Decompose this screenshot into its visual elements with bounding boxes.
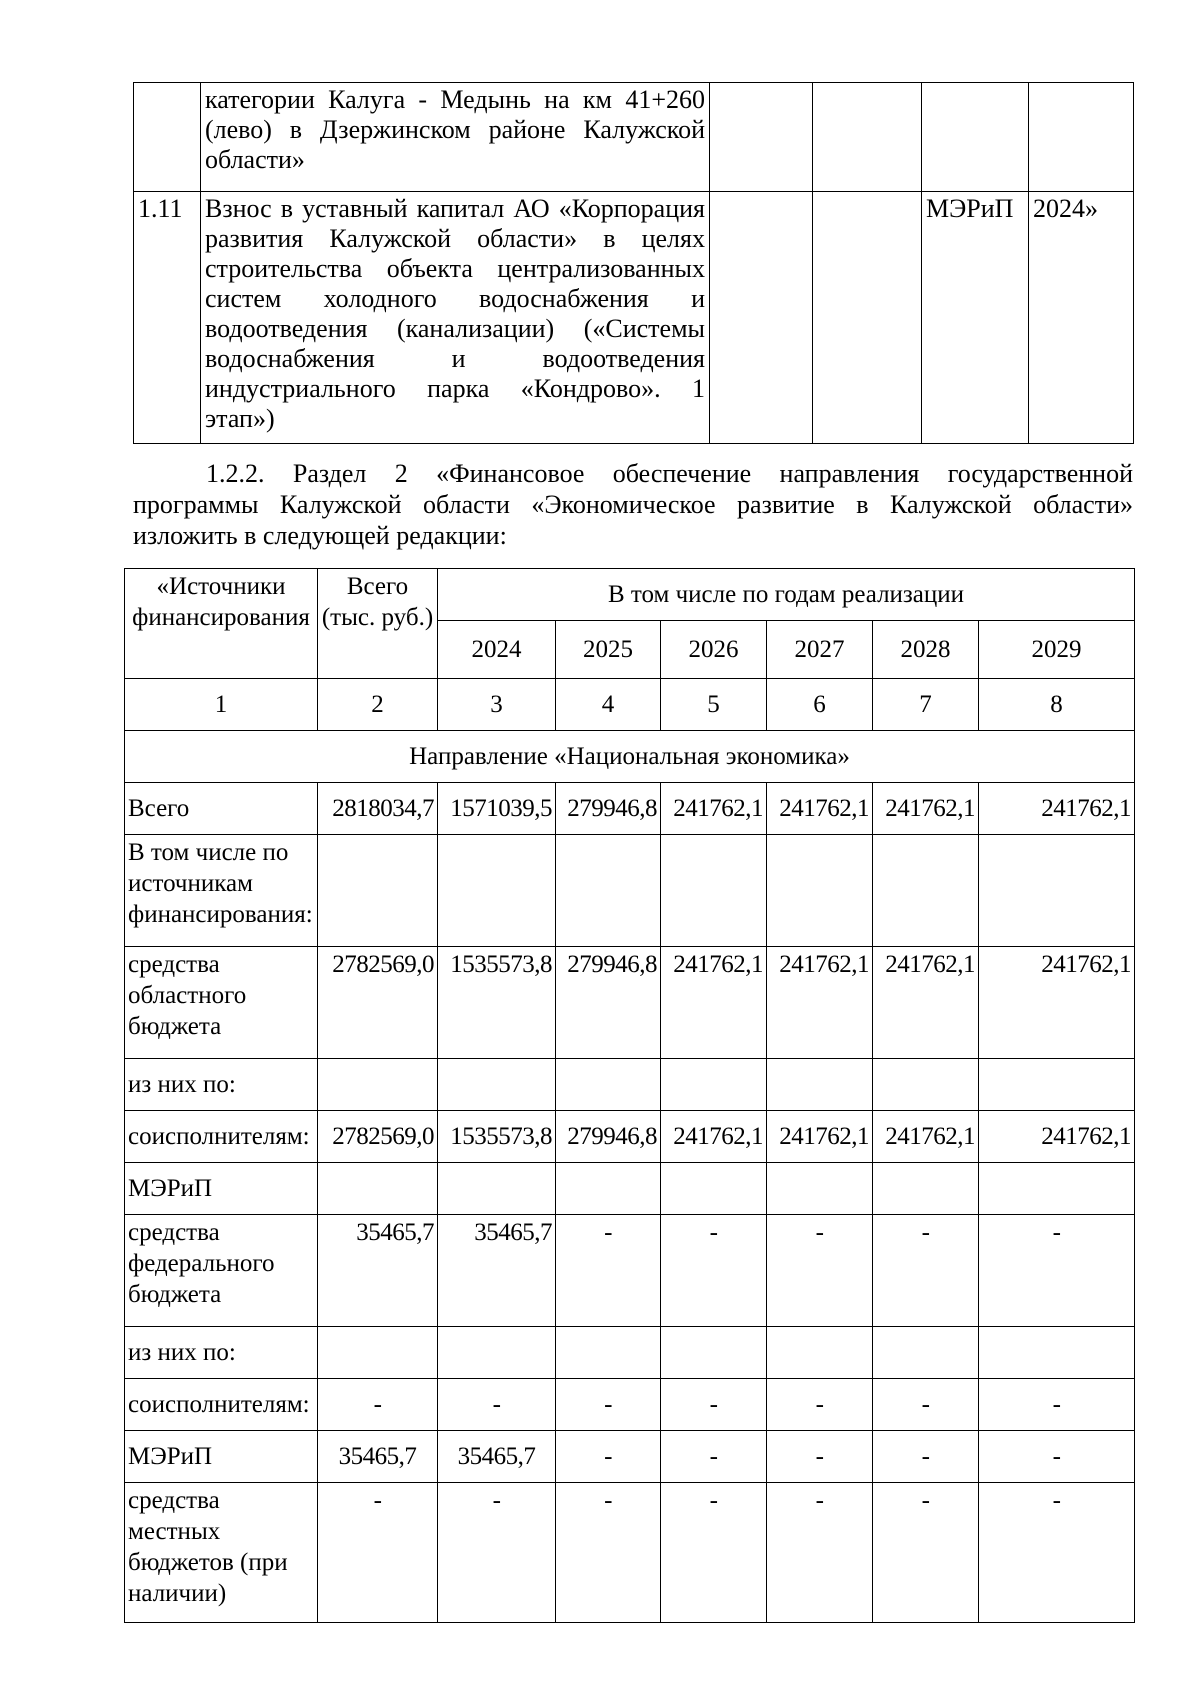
cell [813,83,922,192]
cell-value: 279946,8 [556,783,661,835]
column-number: 8 [979,679,1135,731]
header-year: 2029 [979,621,1135,679]
table-row [125,835,1135,947]
paragraph-text: 1.2.2. Раздел 2 «Финансовое обеспечение направления государственной программы Калужской области «Экономическое развитие в Калужской области» изложить в следующей редакции: [133,459,1133,550]
column-number: 2 [318,679,438,731]
header-year: 2024 [438,621,556,679]
cell-value: 2818034,7 [318,783,438,835]
header-year: 2027 [767,621,873,679]
row-label: соисполнителям: [125,1379,318,1431]
header-year: 2026 [661,621,767,679]
cell-value: 241762,1 [979,783,1135,835]
row-label: из них по: [125,1327,318,1379]
column-number: 6 [767,679,873,731]
cell-value [318,1327,438,1379]
cell-value: - [556,1215,661,1327]
cell-value: 241762,1 [873,1111,979,1163]
cell-value: - [873,1215,979,1327]
row-label: средства местных бюджетов (при наличии) [125,1483,318,1623]
cell-value: - [979,1431,1135,1483]
executor-cell: МЭРиП [922,192,1029,444]
cell-value [438,1059,556,1111]
table-row [125,1483,1135,1623]
cell-value: - [318,1379,438,1431]
cell-value: - [556,1379,661,1431]
cell [710,192,813,444]
cell-value: - [661,1215,767,1327]
table-row [125,1059,1135,1111]
cell-value: - [438,1379,556,1431]
cell-value: - [979,1215,1135,1327]
table-row [125,1163,1135,1215]
row-label: В том числе по источникам финансирования: [125,835,318,947]
header-total: Всего (тыс. руб.) [318,569,438,679]
cell-value: 35465,7 [318,1431,438,1483]
table-row [134,83,1134,192]
row-number [134,83,201,192]
table-row [125,1111,1135,1163]
table-row [125,1431,1135,1483]
section-row [125,731,1135,783]
cell-value: - [873,1379,979,1431]
measure-text: категории Калуга - Медынь на км 41+260 (лево) в Дзержинском районе Калужской области» [201,83,710,192]
cell-value [979,1059,1135,1111]
cell [813,192,922,444]
cell-value: 1535573,8 [438,947,556,1059]
column-numbers-row [125,679,1135,731]
cell-value: - [873,1483,979,1623]
financing-table [124,568,1135,1623]
cell-value: 35465,7 [438,1431,556,1483]
cell-value [438,835,556,947]
table-row [125,947,1135,1059]
measure-text: Взнос в уставный капитал АО «Корпорация развития Калужской области» в целях строительства объекта централизованных систем холодного водоснабжения и водоотведения (канализации) («Системы водоснабжения и водоотведения индустриального парка «Кондрово». 1 этап») [201,192,710,444]
cell-value: - [873,1431,979,1483]
year-cell: 2024» [1029,192,1134,444]
cell-value: 2782569,0 [318,947,438,1059]
cell-value: 241762,1 [767,783,873,835]
cell-value: 241762,1 [661,1111,767,1163]
cell-value: 1535573,8 [438,1111,556,1163]
amendment-paragraph [133,458,1133,551]
header-year: 2025 [556,621,661,679]
cell-value: 35465,7 [318,1215,438,1327]
cell [710,83,813,192]
cell-value [767,1163,873,1215]
cell-value: - [767,1483,873,1623]
cell-value [979,1163,1135,1215]
column-number: 3 [438,679,556,731]
cell-value: 241762,1 [873,783,979,835]
table-row [125,1215,1135,1327]
cell-value [873,1327,979,1379]
cell-value [661,1059,767,1111]
cell-value: - [661,1379,767,1431]
cell-value: 279946,8 [556,947,661,1059]
cell-value: 241762,1 [661,783,767,835]
cell-value: 241762,1 [767,1111,873,1163]
measures-table [133,82,1134,444]
cell-value [318,835,438,947]
row-label: МЭРиП [125,1163,318,1215]
cell-value: - [438,1483,556,1623]
cell-value: 279946,8 [556,1111,661,1163]
cell-value [873,1059,979,1111]
cell-value: 1571039,5 [438,783,556,835]
cell-value: - [767,1215,873,1327]
header-row [125,569,1135,621]
cell-value: 35465,7 [438,1215,556,1327]
cell-value [873,835,979,947]
row-label: соисполнителям: [125,1111,318,1163]
column-number: 5 [661,679,767,731]
section-title: Направление «Национальная экономика» [125,731,1135,783]
cell-value [979,1327,1135,1379]
cell-value [556,835,661,947]
cell-value [661,835,767,947]
cell-value: 241762,1 [873,947,979,1059]
cell-value [318,1059,438,1111]
cell-value [318,1163,438,1215]
table-row [125,1327,1135,1379]
cell-value: - [661,1431,767,1483]
cell-value [767,835,873,947]
column-number: 7 [873,679,979,731]
cell-value [661,1327,767,1379]
cell-value [438,1163,556,1215]
cell-value [438,1327,556,1379]
table-row [125,783,1135,835]
cell-value: 2782569,0 [318,1111,438,1163]
row-label: МЭРиП [125,1431,318,1483]
cell [922,83,1029,192]
header-source: «Источники финансирования [125,569,318,679]
cell-value: - [979,1483,1135,1623]
row-number: 1.11 [134,192,201,444]
table-row [134,192,1134,444]
cell-value [556,1327,661,1379]
cell-value [767,1327,873,1379]
header-years-group: В том числе по годам реализации [438,569,1135,621]
cell-value: - [661,1483,767,1623]
header-year: 2028 [873,621,979,679]
column-number: 1 [125,679,318,731]
cell-value [661,1163,767,1215]
cell-value [556,1163,661,1215]
cell-value: - [767,1431,873,1483]
cell-value [767,1059,873,1111]
cell-value: 241762,1 [767,947,873,1059]
cell-value: - [979,1379,1135,1431]
cell-value: 241762,1 [979,947,1135,1059]
cell-value [873,1163,979,1215]
cell [1029,83,1134,192]
row-label: средства федерального бюджета [125,1215,318,1327]
column-number: 4 [556,679,661,731]
row-label: из них по: [125,1059,318,1111]
cell-value [979,835,1135,947]
cell-value: - [556,1431,661,1483]
cell-value: - [767,1379,873,1431]
row-label: средства областного бюджета [125,947,318,1059]
table-row [125,1379,1135,1431]
cell-value: 241762,1 [661,947,767,1059]
row-label: Всего [125,783,318,835]
cell-value [556,1059,661,1111]
cell-value: - [556,1483,661,1623]
cell-value: - [318,1483,438,1623]
cell-value: 241762,1 [979,1111,1135,1163]
